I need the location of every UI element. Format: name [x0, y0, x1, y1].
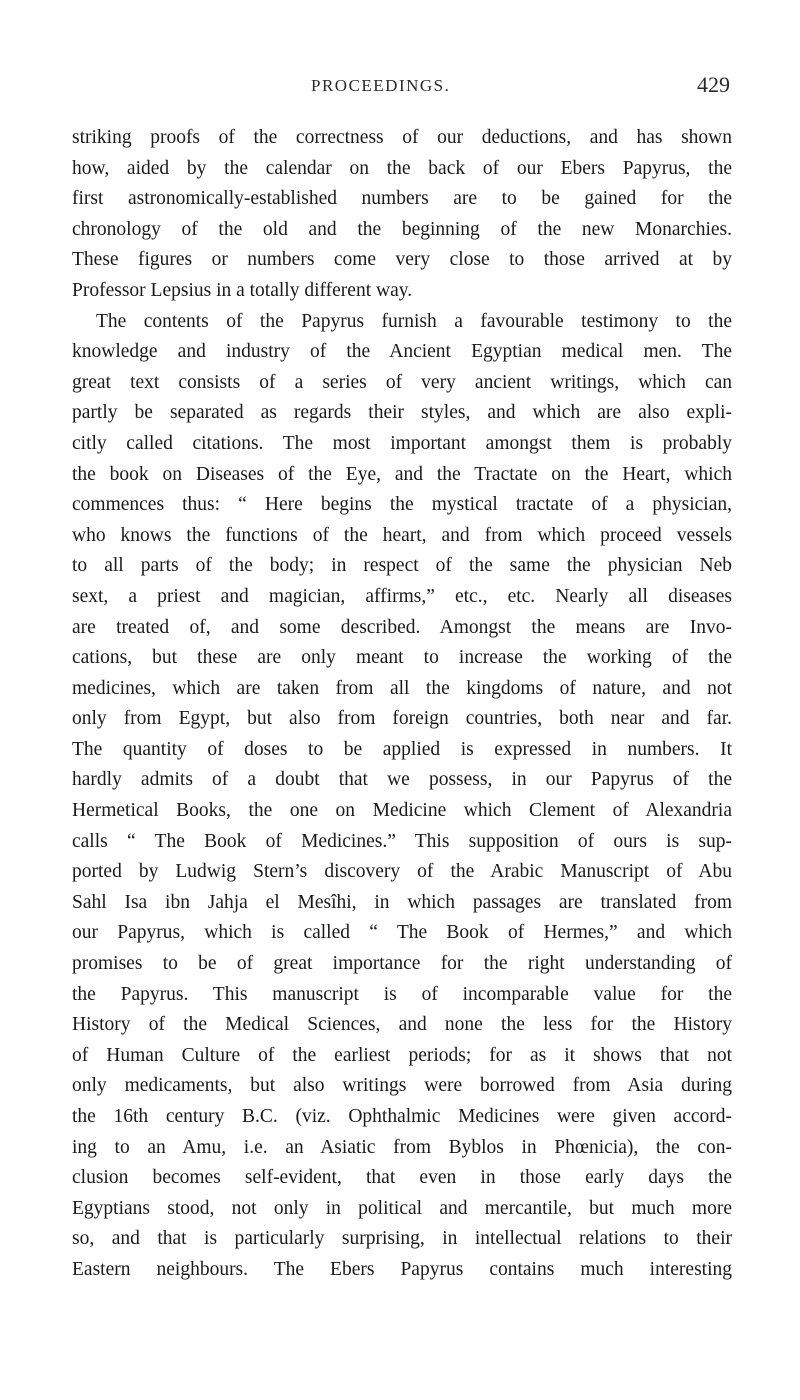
text-line: The contents of the Papyrus furnish a favourable testimony to the: [96, 310, 732, 332]
text-line: are treated of, and some described. Amongst the means are Invo-: [72, 616, 732, 638]
text-line: of Human Culture of the earliest periods; for as it shows that not: [72, 1044, 732, 1066]
text-line: only medicaments, but also writings were borrowed from Asia during: [72, 1075, 732, 1097]
text-line: These figures or numbers come very close to those arrived at by: [72, 249, 732, 271]
text-line: Eastern neighbours. The Ebers Papyrus contains much interesting: [72, 1258, 732, 1280]
running-head: [0, 72, 800, 100]
text-line: who knows the functions of the heart, and from which proceed vessels: [72, 524, 732, 546]
text-line: hardly admits of a doubt that we possess, in our Papyrus of the: [72, 769, 732, 791]
text-line: The quantity of doses to be applied is expressed in numbers. It: [72, 738, 732, 760]
text-line: the 16th century B.C. (viz. Ophthalmic Medicines were given accord-: [72, 1106, 732, 1127]
text-line: only from Egypt, but also from foreign countries, both near and far.: [72, 708, 732, 730]
text-line: how, aided by the calendar on the back of our Ebers Papyrus, the: [72, 157, 732, 179]
text-line: promises to be of great importance for the right understanding of: [72, 953, 732, 975]
text-line: calls “ The Book of Medicines.” This supposition of ours is sup-: [72, 830, 732, 852]
text-line: Professor Lepsius in a totally different way.: [72, 279, 413, 301]
running-title: PROCEEDINGS.: [311, 76, 451, 95]
text-line: Egyptians stood, not only in political and mercantile, but much more: [72, 1197, 732, 1219]
text-line: sext, a priest and magician, affirms,” etc., etc. Nearly all diseases: [72, 585, 732, 607]
text-line: so, and that is particularly surprising, in intellectual relations to their: [72, 1228, 732, 1250]
text-line: knowledge and industry of the Ancient Egyptian medical men. The: [72, 341, 732, 363]
text-line: the Papyrus. This manuscript is of incomparable value for the: [72, 983, 732, 1005]
text-line: chronology of the old and the beginning of the new Monarchies.: [72, 218, 732, 240]
text-line: clusion becomes self-evident, that even in those early days the: [72, 1167, 732, 1189]
text-line: Hermetical Books, the one on Medicine which Clement of Alexandria: [72, 800, 732, 822]
page-number: 429: [697, 72, 730, 97]
text-line: the book on Diseases of the Eye, and the Tractate on the Heart, which: [72, 463, 732, 485]
text-line: striking proofs of the correctness of our deductions, and has shown: [72, 127, 732, 148]
text-line: great text consists of a series of very ancient writings, which can: [72, 371, 732, 393]
text-line: our Papyrus, which is called “ The Book of Hermes,” and which: [72, 922, 732, 944]
text-line: citly called citations. The most important amongst them is probably: [72, 432, 732, 454]
text-line: Sahl Isa ibn Jahja el Mesîhi, in which passages are translated from: [72, 891, 732, 913]
text-line: cations, but these are only meant to increase the working of the: [72, 647, 732, 669]
text-line: partly be separated as regards their styles, and which are also expli-: [72, 402, 732, 424]
text-line: to all parts of the body; in respect of the same the physician Neb: [72, 555, 732, 577]
text-line: History of the Medical Sciences, and none the less for the History: [72, 1014, 732, 1036]
text-line: ported by Ludwig Stern’s discovery of the Arabic Manuscript of Abu: [72, 861, 732, 883]
text-line: medicines, which are taken from all the kingdoms of nature, and not: [72, 677, 732, 699]
text-line: first astronomically-established numbers are to be gained for the: [72, 188, 732, 210]
body-text: [72, 123, 732, 1286]
text-line: ing to an Amu, i.e. an Asiatic from Byblos in Phœnicia), the con-: [72, 1136, 732, 1158]
text-line: commences thus: “ Here begins the mystical tractate of a physician,: [72, 494, 732, 516]
